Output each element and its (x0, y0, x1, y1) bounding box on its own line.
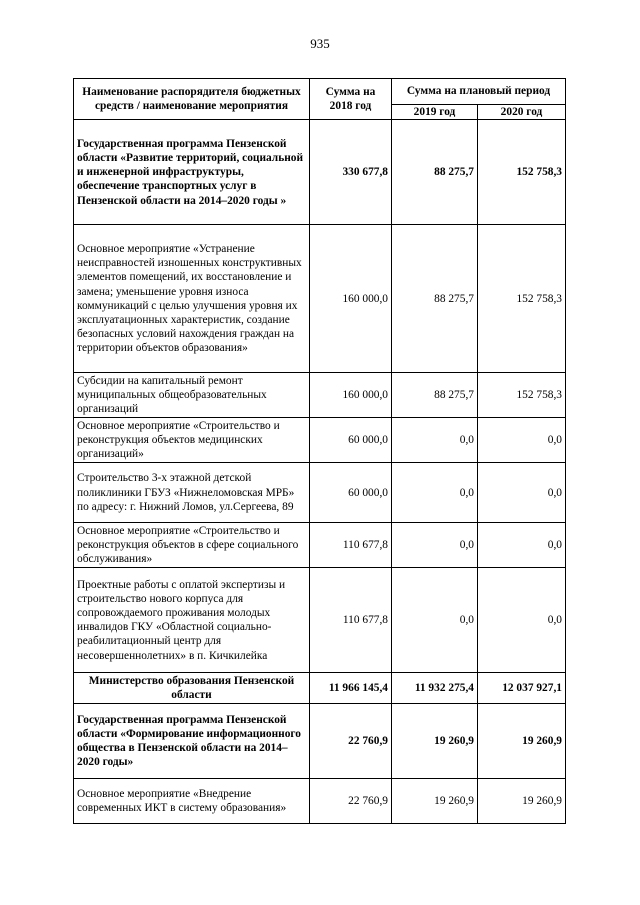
budget-table (73, 78, 566, 824)
row-sum-2020: 19 260,9 (478, 779, 566, 824)
row-name: Государственная программа Пензенской области «Развитие территорий, социальной и инженерной инфраструктуры, обеспечение транспортных услуг в Пензенской области на 2014–2020 годы » (74, 120, 310, 225)
row-name: Строительство 3-х этажной детской поликлиники ГБУЗ «Нижнеломовская МРБ» по адресу: г. Нижний Ломов, ул.Сергеева, 89 (74, 463, 310, 523)
row-sum-2020: 0,0 (478, 463, 566, 523)
row-sum-2018: 160 000,0 (310, 225, 392, 373)
header-plan-period: Сумма на плановый период (392, 79, 566, 105)
row-name: Проектные работы с оплатой экспертизы и строительство нового корпуса для сопровождаемого проживания молодых инвалидов ГКУ «Областной социально-реабилитационный центр для несовершеннолетних» в п. Кичкилейка (74, 568, 310, 673)
row-name: Министерство образования Пензенской области (74, 673, 310, 704)
row-sum-2020: 152 758,3 (478, 120, 566, 225)
row-sum-2020: 0,0 (478, 523, 566, 568)
row-sum-2019: 11 932 275,4 (392, 673, 478, 704)
row-sum-2018: 22 760,9 (310, 779, 392, 824)
table-row (74, 568, 566, 673)
table-row (74, 225, 566, 373)
row-sum-2019: 88 275,7 (392, 225, 478, 373)
header-sum-2018: Сумма на 2018 год (310, 79, 392, 120)
header-year-2019: 2019 год (392, 105, 478, 120)
table-row (74, 463, 566, 523)
row-sum-2020: 152 758,3 (478, 225, 566, 373)
row-sum-2020: 12 037 927,1 (478, 673, 566, 704)
table-row (74, 673, 566, 704)
header-name: Наименование распорядителя бюджетных средств / наименование мероприятия (74, 79, 310, 120)
row-sum-2019: 0,0 (392, 523, 478, 568)
row-sum-2020: 0,0 (478, 568, 566, 673)
header-year-2020: 2020 год (478, 105, 566, 120)
row-name: Основное мероприятие «Устранение неисправностей изношенных конструктивных элементов помещений, их восстановление и замена; уменьшение уровня износа коммуникаций с целью улучшения уровня их эксплуатационных характеристик, создание безопасных условий нахождения граждан на территории объектов образования» (74, 225, 310, 373)
row-sum-2019: 0,0 (392, 568, 478, 673)
row-sum-2018: 110 677,8 (310, 568, 392, 673)
table-row (74, 120, 566, 225)
header-row (74, 79, 566, 105)
row-sum-2019: 19 260,9 (392, 779, 478, 824)
row-name: Государственная программа Пензенской области «Формирование информационного общества в Пензенской области на 2014–2020 годы» (74, 704, 310, 779)
table-row (74, 523, 566, 568)
row-name: Субсидии на капитальный ремонт муниципальных общеобразовательных организаций (74, 373, 310, 418)
row-sum-2019: 19 260,9 (392, 704, 478, 779)
table-row (74, 704, 566, 779)
row-sum-2018: 22 760,9 (310, 704, 392, 779)
page-number: 935 (310, 36, 330, 51)
row-sum-2019: 0,0 (392, 463, 478, 523)
row-name: Основное мероприятие «Внедрение современных ИКТ в систему образования» (74, 779, 310, 824)
row-sum-2018: 11 966 145,4 (310, 673, 392, 704)
table-row (74, 373, 566, 418)
row-sum-2019: 88 275,7 (392, 120, 478, 225)
row-sum-2020: 19 260,9 (478, 704, 566, 779)
row-sum-2020: 152 758,3 (478, 373, 566, 418)
table-row (74, 779, 566, 824)
row-sum-2019: 0,0 (392, 418, 478, 463)
row-sum-2018: 60 000,0 (310, 463, 392, 523)
row-sum-2018: 110 677,8 (310, 523, 392, 568)
row-sum-2018: 160 000,0 (310, 373, 392, 418)
row-sum-2019: 88 275,7 (392, 373, 478, 418)
table-row (74, 418, 566, 463)
row-name: Основное мероприятие «Строительство и реконструкция объектов медицинских организаций» (74, 418, 310, 463)
row-sum-2018: 60 000,0 (310, 418, 392, 463)
row-sum-2018: 330 677,8 (310, 120, 392, 225)
row-sum-2020: 0,0 (478, 418, 566, 463)
row-name: Основное мероприятие «Строительство и реконструкция объектов в сфере социального обслуживания» (74, 523, 310, 568)
